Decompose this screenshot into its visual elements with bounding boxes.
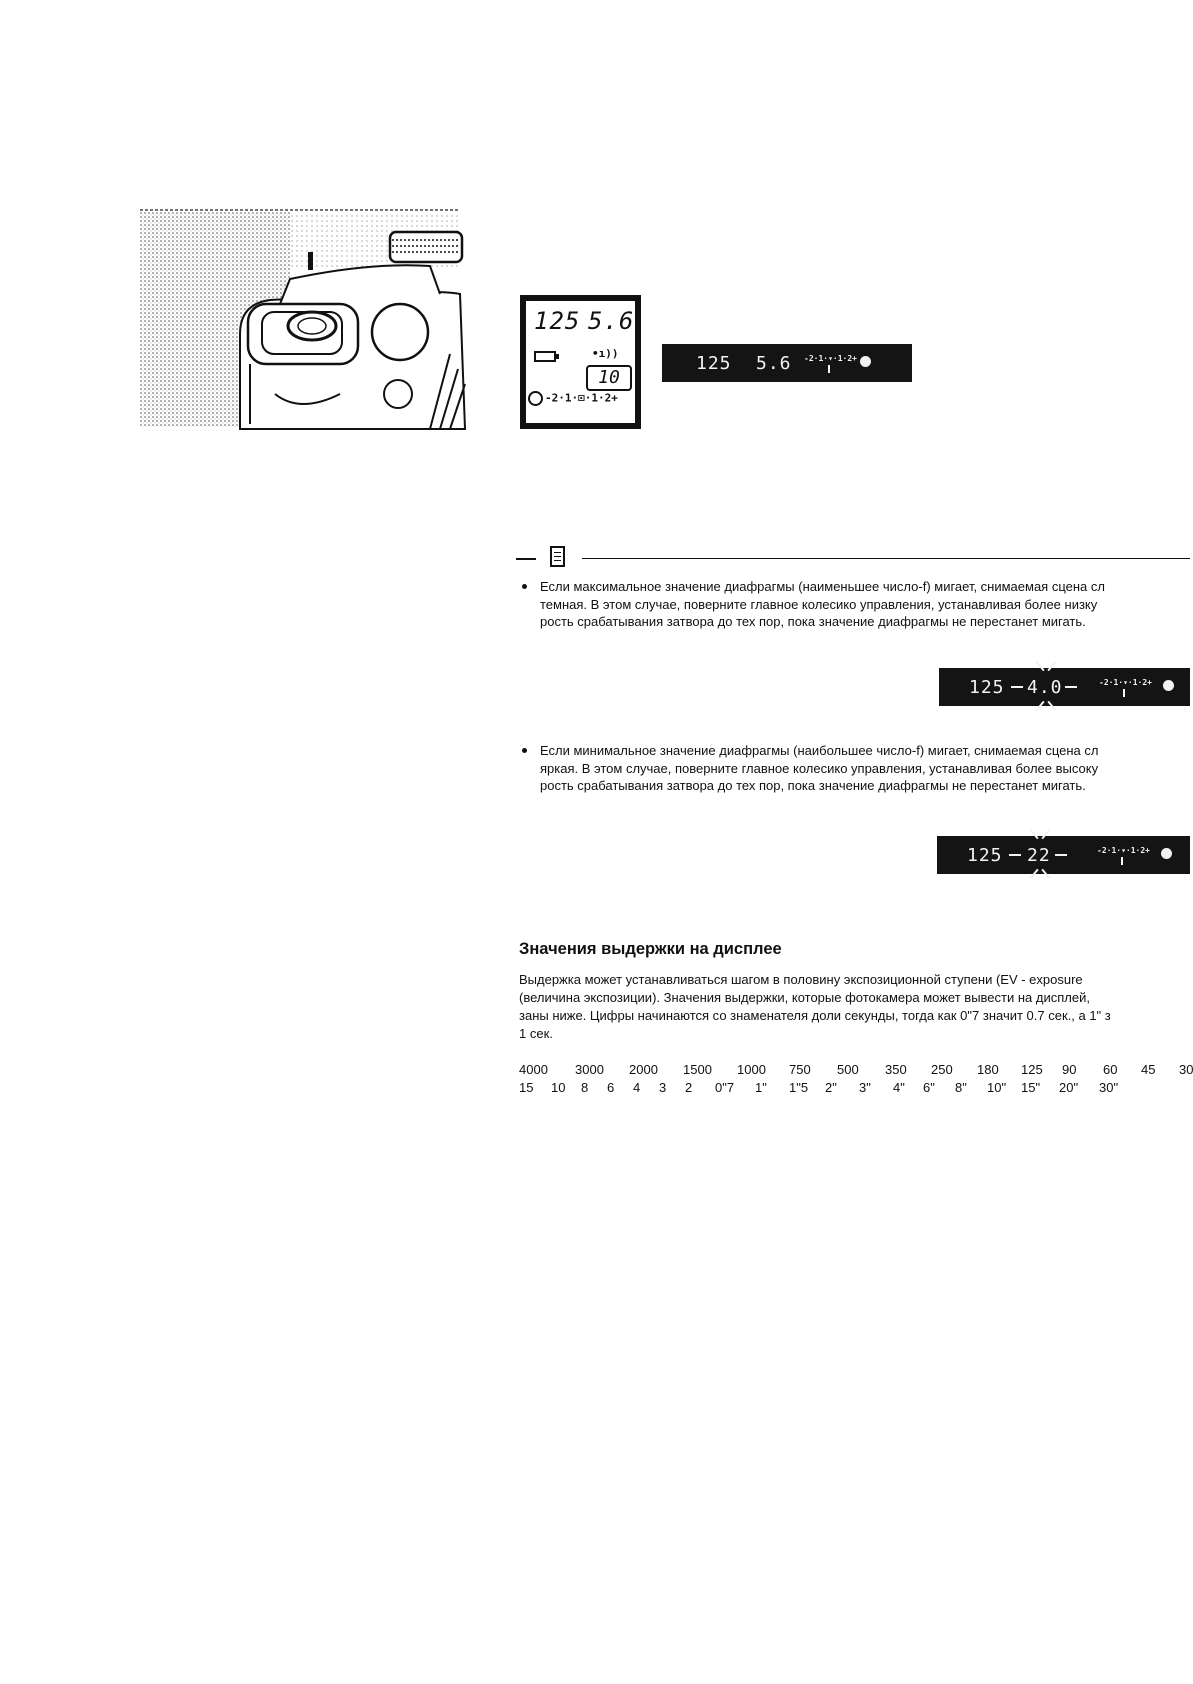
lcd-frame-counter: 10 [586,365,632,391]
shutter-speed-value: 4000 [519,1062,548,1077]
shutter-speed-value: 10" [987,1080,1007,1095]
note-header [516,546,1190,572]
shutter-speed-value: 6" [923,1080,935,1095]
blink-dash-left [1009,854,1021,856]
note-bullet-dark [522,578,1190,634]
bullet-line: рость срабатывания затвора до тех пор, пока значение диафрагмы не перестанет мигать. [540,614,1086,629]
note-icon [550,546,565,567]
shutter-speed-value: 3" [859,1080,871,1095]
blink-ray-icon [1047,661,1056,671]
shutter-speed-value: 1" [755,1080,767,1095]
body-line: (величина экспозиции). Значения выдержки, которые фотокамера может вывести на дисплей, [519,990,1090,1005]
section-heading: Значения выдержки на дисплее [519,940,782,958]
shutter-speed-value: 3000 [575,1062,604,1077]
bullet-line: рость срабатывания затвора до тех пор, пока значение диафрагмы не перестанет мигать. [540,778,1086,793]
shutter-speed-value: 45 [1141,1062,1156,1077]
vf-scale-indicator [1121,857,1123,865]
blink-ray-icon [1029,869,1038,879]
viewfinder-display-dark [939,668,1190,706]
shutter-speed-value: 125 [1021,1062,1043,1077]
body-line: 1 сек. [519,1026,553,1041]
shutter-speed-value: 2000 [629,1062,658,1077]
metering-icon [528,391,543,406]
section-body [519,971,1111,1043]
body-line: заны ниже. Цифры начинаются со знаменателя доли секунды, тогда как 0"7 значит 0.7 сек., а 1" з [519,1008,1111,1023]
focus-confirm-icon [1161,848,1172,859]
shutter-speed-value: 30" [1099,1080,1119,1095]
shutter-speed-value: 15" [1021,1080,1041,1095]
blink-ray-icon [1041,829,1050,839]
note-rule [582,558,1190,559]
shutter-speed-value: 1"5 [789,1080,809,1095]
shutter-speed-value: 180 [977,1062,999,1077]
blink-ray-icon [1035,661,1044,671]
blink-ray-icon [1047,701,1056,711]
bullet-line: яркая. В этом случае, поверните главное колесико управления, устанавливая более высоку [540,760,1099,776]
lcd-scale-text: -2·1·⊡·1·2+ [545,391,618,405]
beep-icon: •ı)) [592,347,619,360]
shutter-speeds-row-1 [519,1062,1193,1078]
shutter-speed-value: 8" [955,1080,967,1095]
focus-confirm-icon [1163,680,1174,691]
vf-exposure-scale: -2·1·▾·1·2+ [1097,846,1150,855]
vf-scale-indicator [828,365,830,373]
shutter-speed-value: 15 [519,1080,534,1095]
blink-ray-icon [1041,869,1050,879]
bullet-line: темная. В этом случае, поверните главное колесико управления, устанавливая более низку [540,596,1098,612]
shutter-speed-value: 1000 [737,1062,766,1077]
bullet-icon [522,748,527,753]
shutter-speed-value: 2 [685,1080,693,1095]
vf-aperture-value: 5.6 [756,353,792,374]
shutter-speed-value: 60 [1103,1062,1118,1077]
shutter-speed-value: 1500 [683,1062,712,1077]
vf-shutter-value: 125 [967,845,1003,866]
vf-shutter-value: 125 [969,677,1005,698]
shutter-speed-value: 500 [837,1062,859,1077]
shutter-speed-value: 2" [825,1080,837,1095]
note-dash [516,558,536,560]
blink-ray-icon [1029,829,1038,839]
shutter-speed-value: 30 [1179,1062,1193,1077]
vf-exposure-scale: -2·1·▾·1·2+ [804,354,857,363]
viewfinder-display-bright [937,836,1190,874]
shutter-speed-value: 90 [1062,1062,1077,1077]
shutter-speed-value: 4" [893,1080,905,1095]
shutter-speed-value: 6 [607,1080,615,1095]
bullet-icon [522,584,527,589]
lcd-top-panel [520,295,641,429]
shutter-speed-value: 4 [633,1080,641,1095]
shutter-speed-value: 250 [931,1062,953,1077]
shutter-speeds-row-2 [519,1080,1190,1096]
vf-aperture-value-blinking: 22 [1027,845,1051,866]
lcd-aperture-value: 5.6 [588,307,635,335]
shutter-speed-value: 20" [1059,1080,1079,1095]
blink-dash-left [1011,686,1023,688]
body-line: Выдержка может устанавливаться шагом в половину экспозиционной ступени (EV - exposure [519,972,1083,987]
vf-aperture-value-blinking: 4.0 [1027,677,1063,698]
vf-shutter-value: 125 [696,353,732,374]
blink-dash-right [1065,686,1077,688]
vf-scale-indicator [1123,689,1125,697]
bullet-line: Если минимальное значение диафрагмы (наибольшее число-f) мигает, снимаемая сцена сл [540,743,1099,758]
note-bullet-bright [522,742,1190,798]
viewfinder-display-normal [662,344,912,382]
lcd-shutter-value: 125 [534,307,581,335]
bullet-line: Если максимальное значение диафрагмы (наименьшее число-f) мигает, снимаемая сцена сл [540,579,1105,594]
battery-icon [534,351,556,362]
vf-exposure-scale: -2·1·▾·1·2+ [1099,678,1152,687]
shutter-speed-value: 10 [551,1080,566,1095]
shutter-speed-value: 8 [581,1080,589,1095]
shutter-speed-value: 350 [885,1062,907,1077]
camera-illustration [140,204,465,429]
shutter-speed-value: 3 [659,1080,667,1095]
shutter-speed-value: 0"7 [715,1080,735,1095]
blink-dash-right [1055,854,1067,856]
lcd-exposure-scale [528,391,618,406]
blink-ray-icon [1035,701,1044,711]
focus-confirm-icon [860,356,871,367]
shutter-speed-value: 750 [789,1062,811,1077]
